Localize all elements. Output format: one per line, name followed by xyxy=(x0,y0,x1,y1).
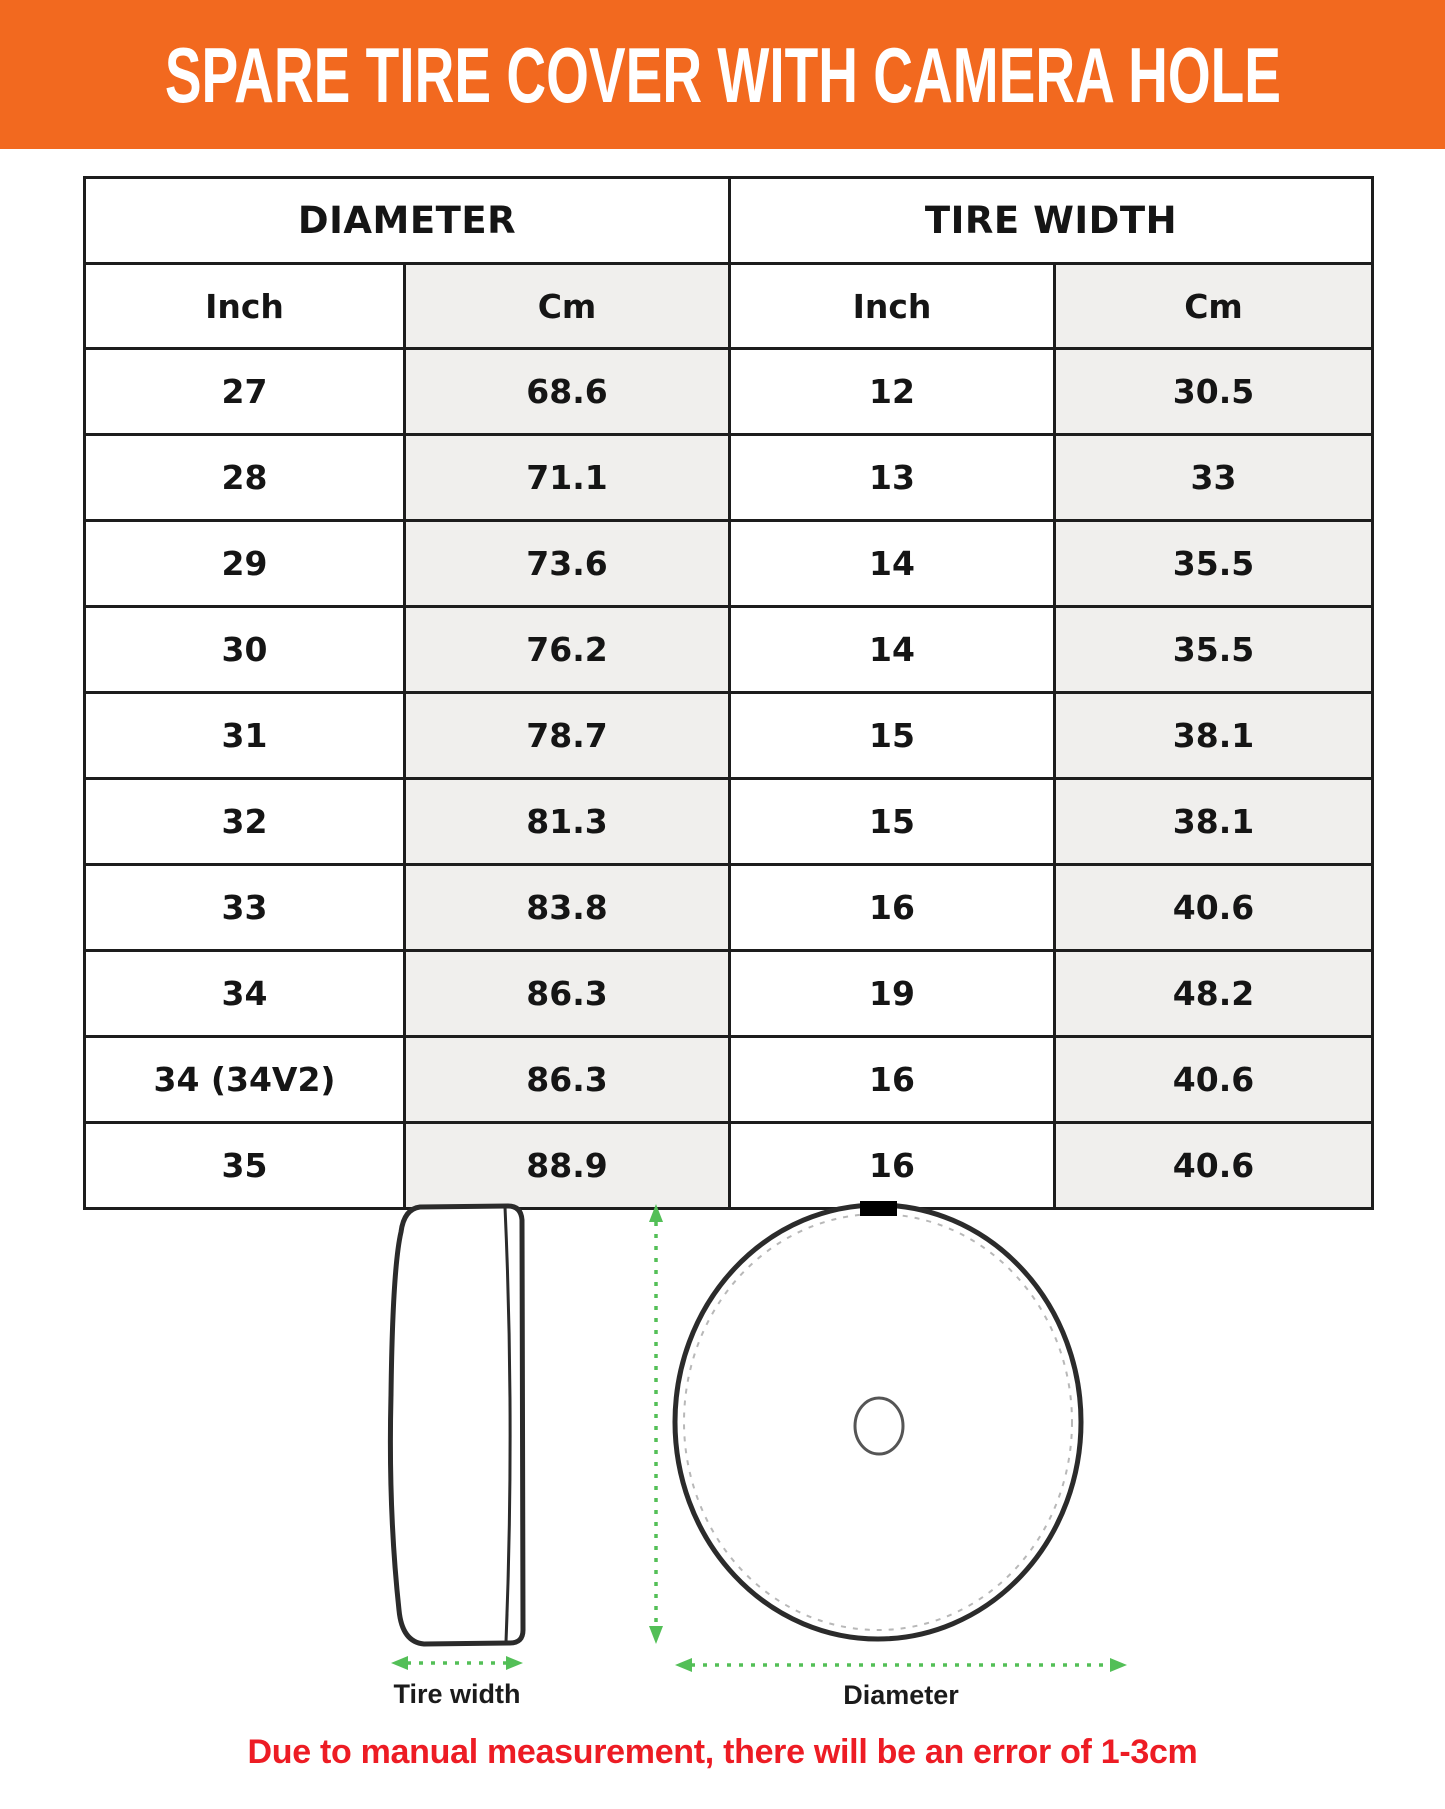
tire-width-inch-header: Inch xyxy=(730,264,1055,349)
table-cell: 19 xyxy=(730,951,1055,1037)
table-cell: 34 xyxy=(85,951,405,1037)
table-cell: 78.7 xyxy=(405,693,730,779)
table-cell: 31 xyxy=(85,693,405,779)
table-cell: 33 xyxy=(1055,435,1373,521)
title-banner xyxy=(0,0,1445,149)
table-row xyxy=(85,779,1373,865)
table-row xyxy=(85,1037,1373,1123)
table-cell: 86.3 xyxy=(405,1037,730,1123)
table-cell: 81.3 xyxy=(405,779,730,865)
tire-width-cm-header: Cm xyxy=(1055,264,1373,349)
table-cell: 14 xyxy=(730,607,1055,693)
table-cell: 12 xyxy=(730,349,1055,435)
vertical-diameter-arrow xyxy=(649,1204,663,1644)
table-cell: 34 (34V2) xyxy=(85,1037,405,1123)
tire-width-label: Tire width xyxy=(393,1679,521,1709)
table-cell: 16 xyxy=(730,865,1055,951)
camera-hole xyxy=(855,1398,903,1454)
table-cell: 27 xyxy=(85,349,405,435)
table-cell: 71.1 xyxy=(405,435,730,521)
table-cell: 28 xyxy=(85,435,405,521)
tire-side-view xyxy=(390,1206,523,1644)
table-cell: 73.6 xyxy=(405,521,730,607)
diameter-inch-header: Inch xyxy=(85,264,405,349)
table-cell: 76.2 xyxy=(405,607,730,693)
table-cell: 13 xyxy=(730,435,1055,521)
diameter-cm-header: Cm xyxy=(405,264,730,349)
diameter-label: Diameter xyxy=(843,1680,959,1710)
table-row xyxy=(85,607,1373,693)
table-row xyxy=(85,349,1373,435)
page-title: SPARE TIRE COVER WITH CAMERA HOLE xyxy=(164,30,1281,119)
size-table xyxy=(83,176,1374,1210)
table-cell: 40.6 xyxy=(1055,1123,1373,1209)
table-cell: 83.8 xyxy=(405,865,730,951)
sub-header-row xyxy=(85,264,1373,349)
table-cell: 88.9 xyxy=(405,1123,730,1209)
strap-marker xyxy=(860,1201,897,1216)
table-cell: 35.5 xyxy=(1055,607,1373,693)
table-cell: 32 xyxy=(85,779,405,865)
table-cell: 29 xyxy=(85,521,405,607)
table-cell: 33 xyxy=(85,865,405,951)
table-row xyxy=(85,951,1373,1037)
table-cell: 40.6 xyxy=(1055,1037,1373,1123)
table-cell: 30 xyxy=(85,607,405,693)
table-cell: 15 xyxy=(730,779,1055,865)
table-cell: 38.1 xyxy=(1055,693,1373,779)
measurement-diagram xyxy=(330,1195,1170,1710)
table-row xyxy=(85,693,1373,779)
tire-width-arrow xyxy=(391,1656,523,1670)
table-cell: 40.6 xyxy=(1055,865,1373,951)
table-cell: 15 xyxy=(730,693,1055,779)
measurement-error-note: Due to manual measurement, there will be an error of 1-3cm xyxy=(247,1733,1198,1771)
table-cell: 48.2 xyxy=(1055,951,1373,1037)
table-cell: 30.5 xyxy=(1055,349,1373,435)
diameter-arrow xyxy=(675,1658,1127,1672)
table-cell: 16 xyxy=(730,1037,1055,1123)
group-header-row xyxy=(85,178,1373,264)
table-cell: 68.6 xyxy=(405,349,730,435)
table-cell: 16 xyxy=(730,1123,1055,1209)
table-cell: 38.1 xyxy=(1055,779,1373,865)
tire-width-group-header: TIRE WIDTH xyxy=(730,178,1373,264)
table-row xyxy=(85,865,1373,951)
tire-front-view xyxy=(675,1201,1081,1639)
diameter-group-header: DIAMETER xyxy=(85,178,730,264)
table-cell: 14 xyxy=(730,521,1055,607)
table-row xyxy=(85,435,1373,521)
table-cell: 35.5 xyxy=(1055,521,1373,607)
size-table-body xyxy=(85,349,1373,1209)
table-row xyxy=(85,521,1373,607)
table-cell: 86.3 xyxy=(405,951,730,1037)
table-cell: 35 xyxy=(85,1123,405,1209)
